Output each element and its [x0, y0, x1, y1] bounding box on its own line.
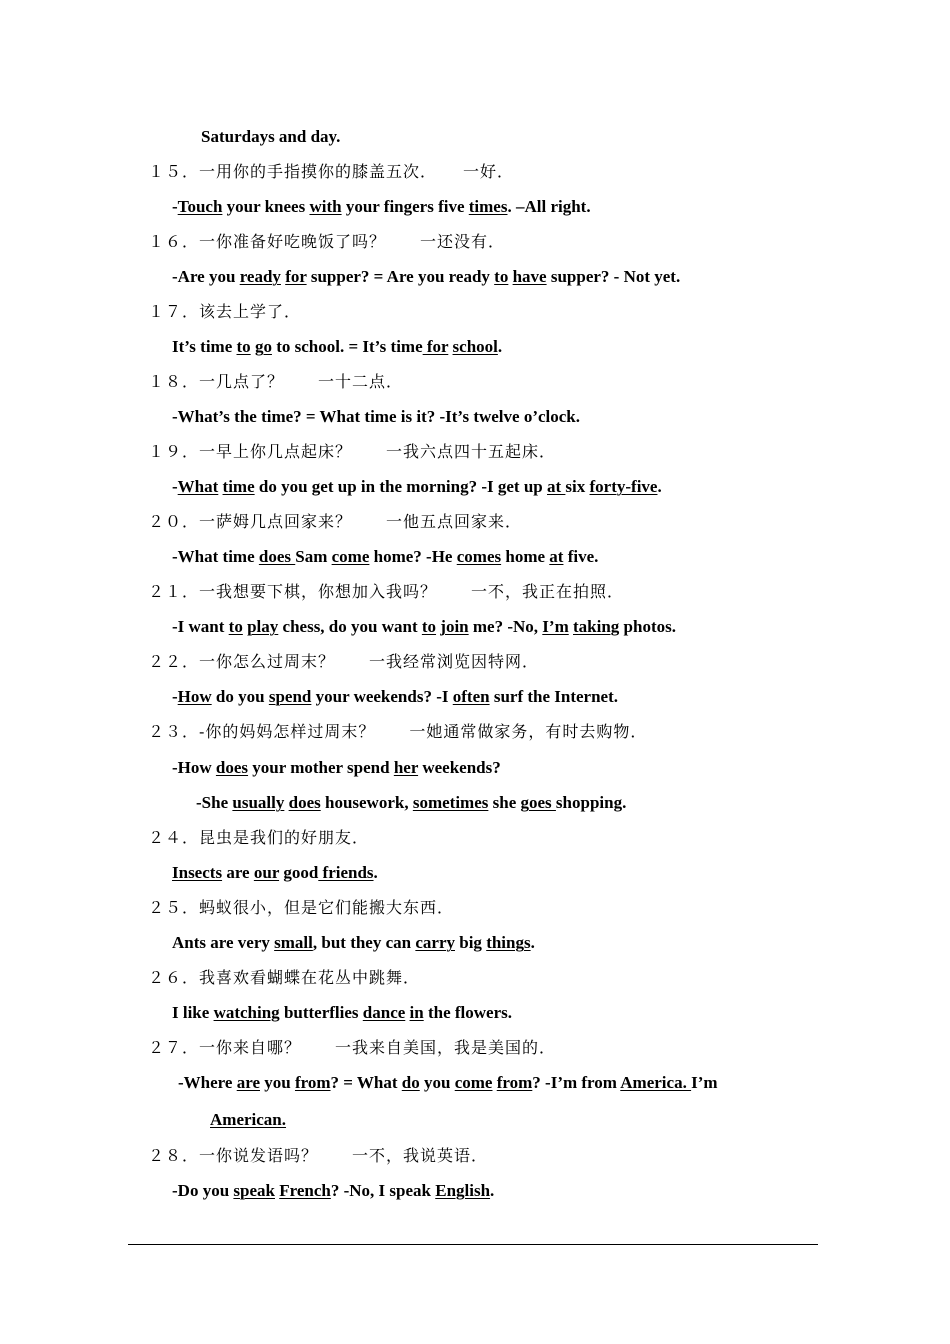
underlined-answer: forty-five — [589, 477, 658, 496]
chinese-prompt-line — [148, 442, 556, 462]
text-segment: １６．一你准备好吃晚饭了吗？ 一还没有． — [148, 232, 506, 251]
underlined-answer: I’m — [542, 617, 569, 636]
text-segment: ２８．一你说发语吗？ 一不，我说英语． — [148, 1146, 489, 1165]
underlined-answer: play — [247, 617, 279, 636]
text-segment: -What time — [172, 547, 259, 566]
text-segment: do you — [211, 687, 269, 706]
text-segment: -Where — [178, 1073, 237, 1092]
underlined-answer: do — [401, 1073, 420, 1092]
chinese-prompt-line — [148, 162, 514, 182]
underlined-answer: Touch — [177, 197, 223, 216]
underlined-answer: in — [409, 1003, 424, 1022]
text-segment: your fingers five — [341, 197, 469, 216]
underlined-answer: does — [215, 758, 249, 777]
text-segment: surf the Internet. — [489, 687, 618, 706]
underlined-answer: to — [236, 337, 251, 356]
text-segment: -How — [172, 758, 216, 777]
chinese-prompt-line — [148, 372, 403, 392]
text-segment: do you get up in the morning? -I get up — [254, 477, 547, 496]
underlined-answer: at — [547, 477, 566, 496]
text-segment: -Do you — [172, 1181, 234, 1200]
underlined-answer: are — [236, 1073, 260, 1092]
text-segment: housework, — [320, 793, 413, 812]
text-segment: ２５．蚂蚁很小，但是它们能搬大东西． — [148, 898, 455, 917]
underlined-answer: small — [274, 933, 313, 952]
text-segment: supper? = Are you ready — [306, 267, 495, 286]
underlined-answer: does — [288, 793, 321, 812]
text-segment: the flowers. — [423, 1003, 512, 1022]
footer-rule — [128, 1244, 818, 1245]
underlined-answer: for — [285, 267, 307, 286]
text-segment: ? -I’m from — [532, 1073, 621, 1092]
text-segment: five. — [563, 547, 599, 566]
underlined-answer: dance — [362, 1003, 406, 1022]
underlined-answer: carry — [415, 933, 455, 952]
chinese-prompt-line — [148, 302, 301, 322]
english-answer-line — [172, 687, 618, 707]
text-segment: -She — [196, 793, 233, 812]
text-segment: your knees — [222, 197, 310, 216]
english-answer-line — [210, 1110, 286, 1130]
english-answer-line — [172, 933, 535, 953]
underlined-answer: our — [253, 863, 280, 882]
underlined-answer: school — [452, 337, 498, 356]
english-answer-line — [172, 477, 662, 497]
text-segment: good — [279, 863, 319, 882]
text-segment: １８．一几点了？ 一十二点． — [148, 372, 404, 391]
chinese-prompt-line — [148, 1038, 556, 1058]
underlined-answer: things — [486, 933, 531, 952]
underlined-answer: to — [228, 617, 243, 636]
underlined-answer: for — [422, 337, 449, 356]
underlined-answer: have — [512, 267, 547, 286]
text-segment: ２６．我喜欢看蝴蝶在花丛中跳舞． — [148, 968, 421, 987]
text-segment: . — [497, 337, 503, 356]
underlined-answer: time — [222, 477, 255, 496]
underlined-answer: English — [435, 1181, 491, 1200]
english-answer-line — [178, 1073, 718, 1093]
text-segment: -Are you — [172, 267, 240, 286]
underlined-answer: come — [454, 1073, 493, 1092]
underlined-answer: taking — [573, 617, 620, 636]
underlined-answer: spend — [268, 687, 312, 706]
text-segment: home — [501, 547, 550, 566]
english-answer-line — [172, 863, 378, 883]
text-segment: . — [530, 933, 535, 952]
underlined-answer: sometimes — [412, 793, 489, 812]
underlined-answer: come — [331, 547, 370, 566]
underlined-answer: to — [494, 267, 509, 286]
text-segment: to school. = It’s time — [271, 337, 423, 356]
text-segment: -I want — [172, 617, 229, 636]
text-segment: you — [260, 1073, 295, 1092]
underlined-answer: How — [177, 687, 212, 706]
underlined-answer: her — [393, 758, 419, 777]
underlined-answer: join — [440, 617, 469, 636]
english-answer-line — [172, 267, 680, 287]
text-segment: ２０．一萨姆几点回家来？ 一他五点回家来． — [148, 512, 523, 531]
underlined-answer: What — [177, 477, 219, 496]
text-segment: Sam — [295, 547, 332, 566]
underlined-answer: ready — [239, 267, 281, 286]
chinese-prompt-line — [148, 512, 522, 532]
text-segment: ２７．一你来自哪？ 一我来自美国，我是美国的． — [148, 1038, 557, 1057]
underlined-answer: goes — [520, 793, 556, 812]
english-answer-line — [172, 1181, 494, 1201]
text-segment: １７．该去上学了． — [148, 302, 302, 321]
text-segment: . — [373, 863, 378, 882]
text-segment: . — [490, 1181, 495, 1200]
english-answer-line — [172, 337, 502, 357]
underlined-answer: American. — [210, 1110, 287, 1129]
english-answer-line — [196, 793, 626, 813]
text-segment: ２４．昆虫是我们的好朋友． — [148, 828, 370, 847]
underlined-answer: from — [496, 1073, 533, 1092]
chinese-prompt-line — [148, 652, 539, 672]
text-segment: ２３．-你的妈妈怎样过周末？ 一她通常做家务，有时去购物． — [148, 722, 648, 741]
underlined-answer: with — [309, 197, 342, 216]
chinese-prompt-line — [148, 722, 647, 742]
text-segment: . –All right. — [507, 197, 591, 216]
text-segment: I’m — [691, 1073, 718, 1092]
chinese-prompt-line — [148, 828, 369, 848]
underlined-answer: does — [258, 547, 296, 566]
chinese-prompt-line — [148, 582, 624, 602]
text-segment: big — [455, 933, 487, 952]
english-answer-line — [172, 407, 580, 427]
text-segment: she — [488, 793, 521, 812]
text-segment: ? = What — [330, 1073, 402, 1092]
text-segment: １５．一用你的手指摸你的膝盖五次． 一好． — [148, 162, 515, 181]
text-segment: - — [172, 197, 178, 216]
english-answer-line — [172, 758, 501, 778]
english-answer-line — [172, 197, 591, 217]
english-answer-line — [172, 1003, 512, 1023]
text-segment: your weekends? -I — [311, 687, 453, 706]
text-segment: butterflies — [279, 1003, 363, 1022]
text-segment: . — [657, 477, 662, 496]
english-answer-line — [201, 127, 340, 147]
text-segment: Ants are very — [172, 933, 275, 952]
text-segment: １９．一早上你几点起床？ 一我六点四十五起床． — [148, 442, 557, 461]
underlined-answer: America. — [620, 1073, 692, 1092]
text-segment: It’s time — [172, 337, 237, 356]
underlined-answer: speak — [233, 1181, 275, 1200]
underlined-answer: at — [549, 547, 564, 566]
underlined-answer: usually — [232, 793, 285, 812]
underlined-answer: times — [468, 197, 508, 216]
chinese-prompt-line — [148, 968, 420, 988]
underlined-answer: comes — [456, 547, 502, 566]
text-segment: weekends? — [418, 758, 501, 777]
text-segment: -What’s the time? = What time is it? -It’s twelve o’clock. — [172, 407, 580, 426]
text-segment: chess, do you want — [278, 617, 422, 636]
text-segment: photos. — [619, 617, 676, 636]
chinese-prompt-line — [148, 898, 454, 918]
text-segment: , but they can — [312, 933, 416, 952]
text-segment: shopping. — [555, 793, 627, 812]
chinese-prompt-line — [148, 1146, 488, 1166]
text-segment: me? -No, — [468, 617, 543, 636]
underlined-answer: to — [421, 617, 437, 636]
underlined-answer: Insects — [172, 863, 223, 882]
underlined-answer: go — [254, 337, 272, 356]
english-answer-line — [172, 547, 598, 567]
text-segment: home? -He — [369, 547, 457, 566]
underlined-answer: from — [294, 1073, 331, 1092]
underlined-answer: often — [452, 687, 490, 706]
underlined-answer: French — [279, 1181, 331, 1200]
text-segment: I like — [172, 1003, 214, 1022]
text-segment: ２１．一我想要下棋，你想加入我吗？ 一不，我正在拍照． — [148, 582, 625, 601]
chinese-prompt-line — [148, 232, 505, 252]
underlined-answer: friends — [318, 863, 374, 882]
text-segment: - — [172, 687, 178, 706]
text-segment: are — [222, 863, 254, 882]
text-segment: ? -No, I speak — [330, 1181, 436, 1200]
text-segment: - — [172, 477, 178, 496]
english-answer-line — [172, 617, 676, 637]
text-segment: supper? - Not yet. — [546, 267, 681, 286]
text-segment: ２２．一你怎么过周末？ 一我经常浏览因特网． — [148, 652, 540, 671]
text-segment: your mother spend — [248, 758, 394, 777]
text-segment: six — [565, 477, 590, 496]
text-segment: Saturdays and day. — [201, 127, 341, 146]
underlined-answer: watching — [213, 1003, 280, 1022]
text-segment: you — [419, 1073, 455, 1092]
